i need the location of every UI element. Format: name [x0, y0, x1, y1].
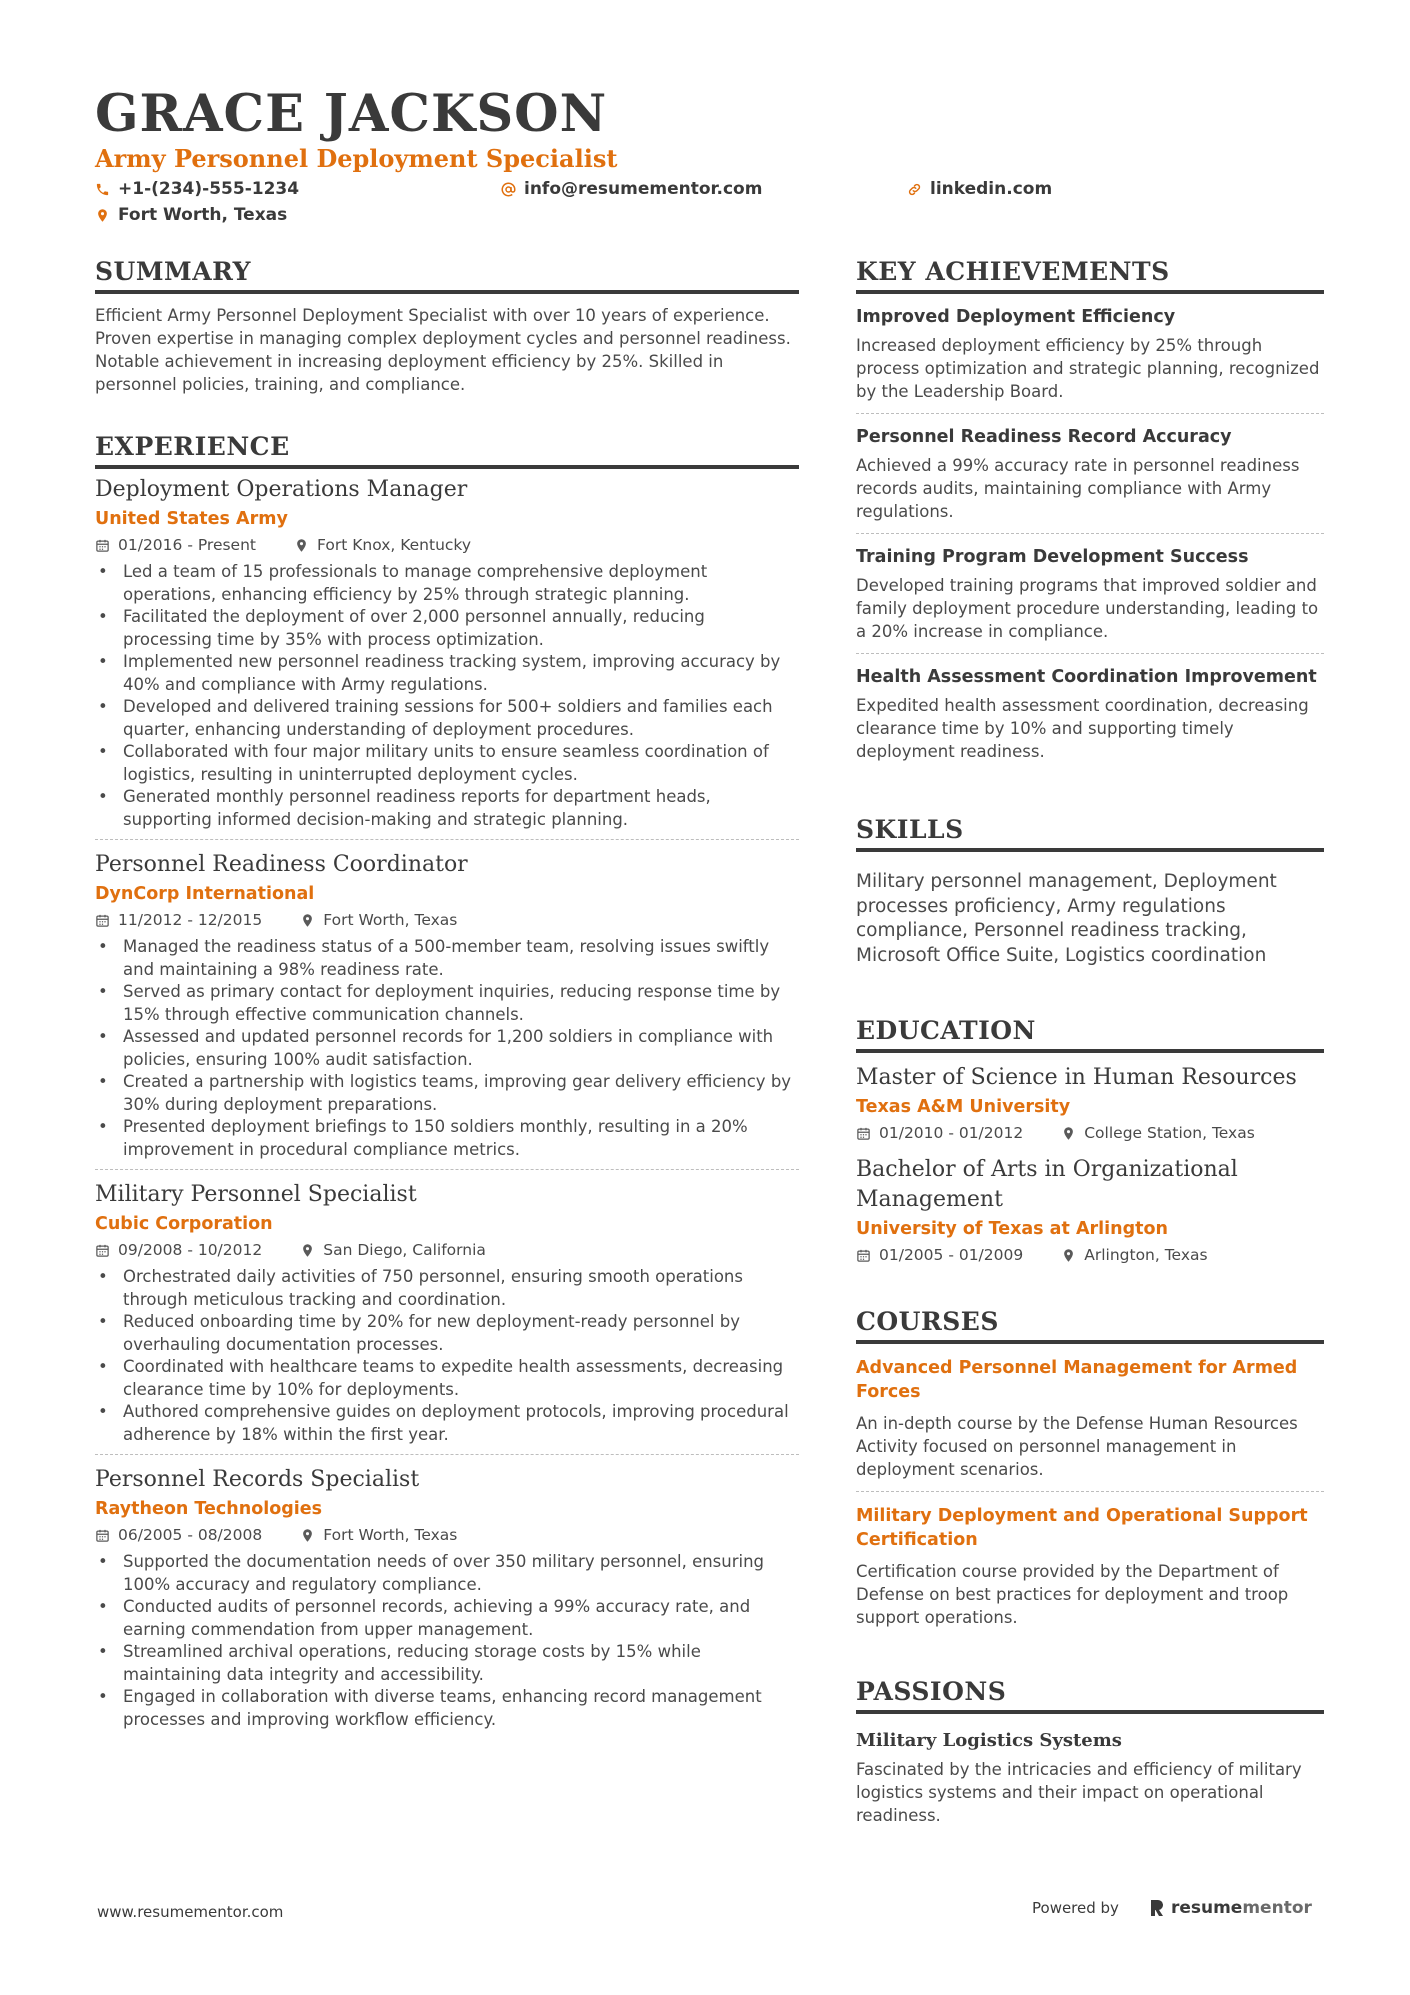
bullet-item: • Coordinated with healthcare teams to expedite health assessments, decreasing clearance time by 10% for deployments.	[95, 1356, 799, 1401]
courses-heading: COURSES	[856, 1305, 1324, 1344]
job-entry	[95, 850, 799, 1170]
achievement-title: Improved Deployment Efficiency	[856, 307, 1176, 327]
edu-school: Texas A&M University	[856, 1097, 1071, 1117]
calendar-icon	[95, 1528, 110, 1543]
job-company: DynCorp International	[95, 884, 315, 904]
contact-info	[95, 176, 1325, 228]
edu-degree: Bachelor of Arts in Organizational Management	[856, 1157, 1238, 1212]
job-title: Personnel Readiness Coordinator	[95, 852, 468, 877]
job-dates: 06/2005 - 08/2008	[118, 1526, 263, 1544]
map-pin-icon	[95, 208, 110, 223]
job-meta	[95, 1523, 799, 1547]
edu-dates: 01/2010 - 01/2012	[879, 1124, 1024, 1142]
candidate-name: GRACE JACKSON	[95, 84, 608, 144]
job-entry	[95, 1180, 799, 1455]
skills-heading: SKILLS	[856, 813, 1324, 852]
powered-by-label: Powered by	[1032, 1899, 1119, 1917]
skills-text: Military personnel management, Deployment processes proficiency, Army regulations compliance, Personnel readiness tracking, Microsoft Office Suite, Logistics coordination	[856, 871, 1277, 966]
job-title: Military Personnel Specialist	[95, 1182, 417, 1207]
job-title: Deployment Operations Manager	[95, 477, 468, 502]
job-bullets	[95, 1551, 799, 1731]
achievement-title: Training Program Development Success	[856, 547, 1249, 567]
course-desc: Certification course provided by the Department of Defense on best practices for deployment and troop support operations.	[856, 1562, 1289, 1627]
link-icon	[907, 182, 922, 197]
at-icon	[501, 182, 516, 197]
bullet-item: • Reduced onboarding time by 20% for new deployment-ready personnel by overhauling documentation processes.	[95, 1311, 799, 1356]
passions-section	[856, 1675, 1324, 1827]
experience-section	[95, 430, 799, 1739]
achievement-item	[856, 664, 1324, 773]
bullet-item: • Created a partnership with logistics teams, improving gear delivery efficiency by 30% during deployment preparations.	[95, 1071, 799, 1116]
job-dates: 01/2016 - Present	[118, 536, 256, 554]
right-column	[856, 255, 1324, 1865]
phone-icon	[95, 182, 110, 197]
achievement-desc: Developed training programs that improved soldier and family deployment procedure understanding, leading to a 20% increase in compliance.	[856, 576, 1319, 641]
achievement-desc: Expedited health assessment coordination, decreasing clearance time by 10% and supporting timely deployment readiness.	[856, 696, 1309, 761]
resume-header	[95, 84, 1325, 228]
resumementor-logo[interactable]	[1149, 1898, 1312, 1918]
bullet-item: • Authored comprehensive guides on deployment protocols, improving procedural adherence by 18% within the first year.	[95, 1401, 799, 1446]
job-company: United States Army	[95, 509, 288, 529]
job-location: Fort Knox, Kentucky	[317, 536, 472, 554]
course-title: Military Deployment and Operational Support Certification	[856, 1506, 1308, 1550]
bullet-item: • Conducted audits of personnel records, achieving a 99% accuracy rate, and earning commendation from upper management.	[95, 1596, 799, 1641]
bullet-item: • Engaged in collaboration with diverse teams, enhancing record management processes and improving workflow efficiency.	[95, 1686, 799, 1731]
course-title: Advanced Personnel Management for Armed Forces	[856, 1358, 1298, 1402]
job-meta	[95, 1238, 799, 1262]
map-pin-icon	[300, 913, 315, 928]
bullet-item: • Collaborated with four major military units to ensure seamless coordination of logistics, resulting in uninterrupted deployment cycles.	[95, 741, 799, 786]
job-bullets	[95, 1266, 799, 1446]
calendar-icon	[856, 1248, 871, 1263]
job-entry	[95, 475, 799, 840]
map-pin-icon	[1061, 1248, 1076, 1263]
achievement-item	[856, 304, 1324, 414]
job-company: Raytheon Technologies	[95, 1499, 323, 1519]
achievement-title: Personnel Readiness Record Accuracy	[856, 427, 1232, 447]
phone-number: +1-(234)-555-1234	[118, 179, 300, 199]
job-entry	[95, 1465, 799, 1739]
calendar-icon	[95, 1243, 110, 1258]
bullet-item: • Facilitated the deployment of over 2,000 personnel annually, reducing processing time by 35% with process optimization.	[95, 606, 799, 651]
left-column	[95, 255, 799, 1777]
contact-location	[95, 202, 287, 228]
linkedin-link[interactable]: linkedin.com	[930, 179, 1053, 199]
course-desc: An in-depth course by the Defense Human Resources Activity focused on personnel management in deployment scenarios.	[856, 1414, 1298, 1479]
bullet-item: • Led a team of 15 professionals to manage comprehensive deployment operations, enhancing efficiency by 25% through strategic planning.	[95, 561, 799, 606]
job-meta	[95, 908, 799, 932]
achievement-item	[856, 544, 1324, 654]
brand-text-b: mentor	[1242, 1898, 1312, 1918]
achievement-desc: Achieved a 99% accuracy rate in personnel readiness records audits, maintaining compliance with Army regulations.	[856, 456, 1300, 521]
bullet-item: • Assessed and updated personnel records for 1,200 soldiers in compliance with policies, ensuring 100% audit satisfaction.	[95, 1026, 799, 1071]
job-bullets	[95, 936, 799, 1161]
job-bullets	[95, 561, 799, 831]
job-location: San Diego, California	[323, 1241, 486, 1259]
job-dates: 09/2008 - 10/2012	[118, 1241, 263, 1259]
education-item	[856, 1155, 1324, 1267]
edu-meta	[856, 1121, 1324, 1145]
skills-section	[856, 813, 1324, 968]
job-title: Personnel Records Specialist	[95, 1467, 420, 1492]
map-pin-icon	[1061, 1126, 1076, 1141]
achievements-section	[856, 255, 1324, 773]
achievement-desc: Increased deployment efficiency by 25% through process optimization and strategic planning, recognized by the Leadership Board.	[856, 336, 1320, 401]
job-company: Cubic Corporation	[95, 1214, 273, 1234]
footer-brand	[1032, 1898, 1312, 1918]
footer-website[interactable]: www.resumementor.com	[97, 1903, 284, 1921]
bullet-item: • Developed and delivered training sessions for 500+ soldiers and families each quarter, enhancing understanding of deployment procedures.	[95, 696, 799, 741]
location-text: Fort Worth, Texas	[118, 205, 288, 225]
edu-school: University of Texas at Arlington	[856, 1219, 1168, 1239]
achievements-heading: KEY ACHIEVEMENTS	[856, 255, 1324, 294]
resumementor-logo-icon	[1149, 1899, 1165, 1917]
passion-title: Military Logistics Systems	[856, 1730, 1122, 1751]
bullet-item: • Managed the readiness status of a 500-member team, resolving issues swiftly and maintaining a 98% readiness rate.	[95, 936, 799, 981]
bullet-item: • Served as primary contact for deployment inquiries, reducing response time by 15% through effective communication channels.	[95, 981, 799, 1026]
contact-linkedin[interactable]	[907, 176, 1052, 202]
edu-location: Arlington, Texas	[1084, 1246, 1208, 1264]
summary-text: Efficient Army Personnel Deployment Specialist with over 10 years of experience. Proven expertise in managing complex deployment cycles and personnel readiness. Notable achievement in increasing deployment efficiency by 25%. Skilled in personnel policies, training, and compliance.	[95, 306, 791, 394]
summary-section	[95, 255, 799, 396]
map-pin-icon	[300, 1528, 315, 1543]
job-location: Fort Worth, Texas	[323, 1526, 458, 1544]
brand-text-a: resume	[1170, 1898, 1243, 1918]
contact-phone	[95, 176, 299, 202]
courses-section	[856, 1305, 1324, 1639]
edu-location: College Station, Texas	[1084, 1124, 1255, 1142]
bullet-item: • Supported the documentation needs of over 350 military personnel, ensuring 100% accuracy and regulatory compliance.	[95, 1551, 799, 1596]
bullet-item: • Generated monthly personnel readiness reports for department heads, supporting informed decision-making and strategic planning.	[95, 786, 799, 831]
job-location: Fort Worth, Texas	[323, 911, 458, 929]
calendar-icon	[856, 1126, 871, 1141]
bullet-item: • Presented deployment briefings to 150 soldiers monthly, resulting in a 20% improvement in procedural compliance metrics.	[95, 1116, 799, 1161]
calendar-icon	[95, 538, 110, 553]
passion-item	[856, 1728, 1324, 1827]
course-item	[856, 1504, 1324, 1639]
course-item	[856, 1356, 1324, 1492]
candidate-title: Army Personnel Deployment Specialist	[95, 144, 618, 173]
experience-heading: EXPERIENCE	[95, 430, 799, 469]
bullet-item: • Implemented new personnel readiness tracking system, improving accuracy by 40% and compliance with Army regulations.	[95, 651, 799, 696]
passions-heading: PASSIONS	[856, 1675, 1324, 1714]
map-pin-icon	[294, 538, 309, 553]
education-item	[856, 1063, 1324, 1145]
edu-meta	[856, 1243, 1324, 1267]
achievement-title: Health Assessment Coordination Improvement	[856, 667, 1317, 687]
achievement-item	[856, 424, 1324, 534]
edu-degree: Master of Science in Human Resources	[856, 1065, 1297, 1090]
edu-dates: 01/2005 - 01/2009	[879, 1246, 1024, 1264]
email-address[interactable]: info@resumementor.com	[524, 179, 763, 199]
contact-email[interactable]	[501, 176, 762, 202]
passion-desc: Fascinated by the intricacies and efficiency of military logistics systems and their impact on operational readiness.	[856, 1760, 1302, 1825]
job-dates: 11/2012 - 12/2015	[118, 911, 263, 929]
summary-heading: SUMMARY	[95, 255, 799, 294]
job-meta	[95, 533, 799, 557]
education-section	[856, 1014, 1324, 1267]
calendar-icon	[95, 913, 110, 928]
education-heading: EDUCATION	[856, 1014, 1324, 1053]
map-pin-icon	[300, 1243, 315, 1258]
bullet-item: • Orchestrated daily activities of 750 personnel, ensuring smooth operations through meticulous tracking and coordination.	[95, 1266, 799, 1311]
bullet-item: • Streamlined archival operations, reducing storage costs by 15% while maintaining data integrity and accessibility.	[95, 1641, 799, 1686]
